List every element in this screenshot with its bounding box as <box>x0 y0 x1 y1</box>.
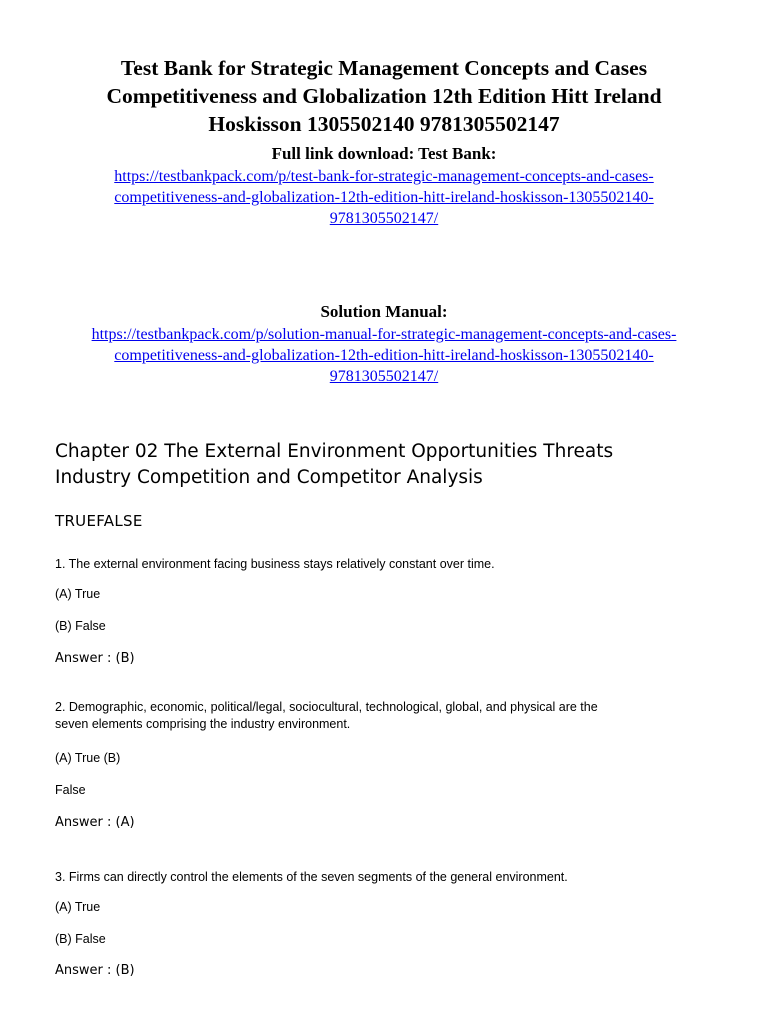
question-option: (A) True (B) <box>55 751 121 765</box>
test-bank-label: Full link download: Test Bank: <box>271 144 497 163</box>
question-line: seven elements comprising the industry environment. <box>55 717 351 731</box>
question-text <box>55 556 715 573</box>
chapter-heading <box>55 439 745 491</box>
question-answer: Answer : (A) <box>55 815 135 830</box>
question-option: (A) True <box>55 587 101 601</box>
link-line[interactable]: competitiveness-and-globalization-12th-edition-hitt-ireland-hoskisson-1305502140- <box>114 189 654 206</box>
link-line[interactable]: https://testbankpack.com/p/solution-manual-for-strategic-management-concepts-and-cases- <box>91 326 677 343</box>
solution-manual-label: Solution Manual: <box>320 302 448 321</box>
question-answer: Answer : (B) <box>55 963 135 978</box>
title-line: Competitiveness and Globalization 12th Edition Hitt Ireland <box>106 84 662 108</box>
question-text <box>55 699 715 733</box>
link-line[interactable]: 9781305502147/ <box>329 210 439 227</box>
title-line: Hoskisson 1305502140 9781305502147 <box>208 112 560 136</box>
chapter-line: Chapter 02 The External Environment Opportunities Threats <box>55 441 614 462</box>
question-answer: Answer : (B) <box>55 651 135 666</box>
question-option: (B) False <box>55 932 106 946</box>
question-option: (A) True <box>55 900 101 914</box>
document-title <box>40 54 728 138</box>
solution-manual-link[interactable] <box>40 324 728 387</box>
chapter-line: Industry Competition and Competitor Analysis <box>55 467 483 488</box>
test-bank-link[interactable] <box>40 166 728 229</box>
question-text <box>55 869 715 886</box>
link-line[interactable]: https://testbankpack.com/p/test-bank-for-strategic-management-concepts-and-cases- <box>114 168 654 185</box>
question-line: 3. Firms can directly control the elements of the seven segments of the general environment. <box>55 870 568 884</box>
section-label: TRUEFALSE <box>55 512 143 530</box>
question-option: False <box>55 783 86 797</box>
question-line: 2. Demographic, economic, political/legal, sociocultural, technological, global, and physical are the <box>55 700 598 714</box>
question-line: 1. The external environment facing business stays relatively constant over time. <box>55 557 495 571</box>
title-line: Test Bank for Strategic Management Concepts and Cases <box>120 56 648 80</box>
link-line[interactable]: 9781305502147/ <box>329 368 439 385</box>
question-option: (B) False <box>55 619 106 633</box>
link-line[interactable]: competitiveness-and-globalization-12th-edition-hitt-ireland-hoskisson-1305502140- <box>114 347 654 364</box>
